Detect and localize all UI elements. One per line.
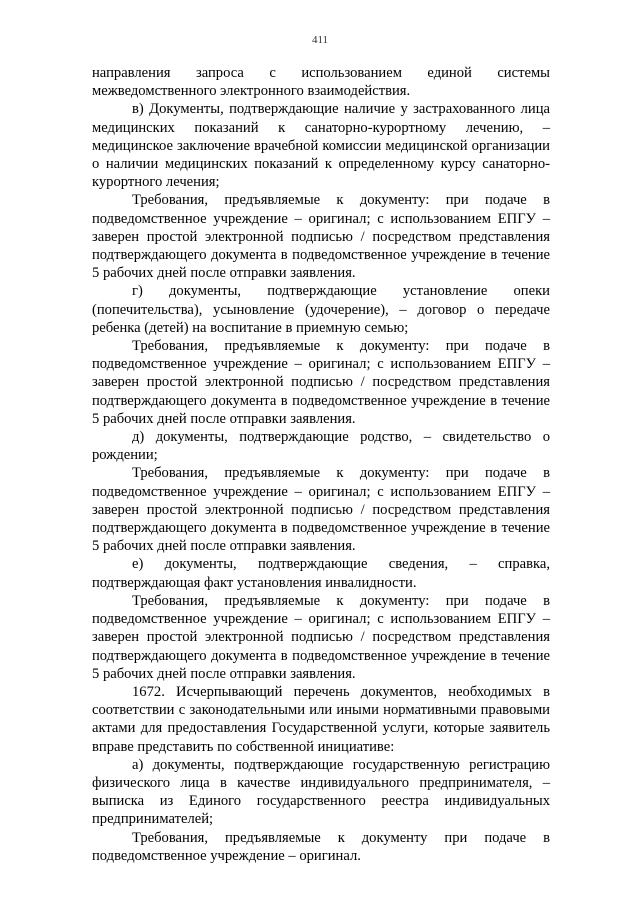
paragraph-requirements: Требования, предъявляемые к документу: при подаче в подведомственное учреждение – оригинал; с использованием ЕПГУ – заверен простой электронной подписью / посредством представления подтверждающего документа в подведомственное учреждение в течение 5 рабочих дней после отправки заявления.: [92, 592, 550, 682]
paragraph-continuation: направления запроса с использованием единой системы межведомственного электронного взаимодействия.: [92, 65, 550, 100]
paragraph-item-a: а) документы, подтверждающие государственную регистрацию физического лица в качестве индивидуального предпринимателя, – выписка из Единого государственного реестра индивидуальных предпринимателей;: [92, 756, 550, 828]
paragraph-requirements: Требования, предъявляемые к документу: при подаче в подведомственное учреждение – оригинал; с использованием ЕПГУ – заверен простой электронной подписью / посредством представления подтверждающего документа в подведомственное учреждение в течение 5 рабочих дней после отправки заявления.: [92, 338, 550, 427]
paragraph-section-1672: 1672. Исчерпывающий перечень документов, необходимых в соответствии с законодательными или иными нормативными правовыми актами для предоставления Государственной услуги, которые заявитель вправе представить по собственной инициативе:: [92, 683, 550, 755]
page-number: 411: [311, 34, 329, 46]
paragraph-requirements: Требования, предъявляемые к документу: при подаче в подведомственное учреждение – оригинал; с использованием ЕПГУ – заверен простой электронной подписью / посредством представления подтверждающего документа в подведомственное учреждение в течение 5 рабочих дней после отправки заявления.: [92, 192, 550, 282]
paragraph-requirements: Требования, предъявляемые к документу при подаче в подведомственное учреждение – оригинал.: [92, 829, 550, 864]
paragraph-requirements: Требования, предъявляемые к документу: при подаче в подведомственное учреждение – оригинал; с использованием ЕПГУ – заверен простой электронной подписью / посредством представления подтверждающего документа в подведомственное учреждение в течение 5 рабочих дней после отправки заявления.: [92, 465, 550, 555]
paragraph-item-e: е) документы, подтверждающие сведения, – справка, подтверждающая факт установления инвалидности.: [92, 556, 550, 591]
paragraph-item-d: д) документы, подтверждающие родство, – свидетельство о рождении;: [92, 429, 550, 464]
paragraph-item-g: г) документы, подтверждающие установление опеки (попечительства), усыновление (удочерение), – договор о передаче ребенка (детей) на воспитание в приемную семью;: [92, 283, 550, 336]
paragraph-item-v: в) Документы, подтверждающие наличие у застрахованного лица медицинских показаний к санаторно-курортному лечению, – медицинское заключение врачебной комиссии медицинской организации о наличии медицинских показаний к определенному курсу санаторно-курортного лечения;: [92, 101, 550, 191]
document-body: [92, 64, 550, 865]
